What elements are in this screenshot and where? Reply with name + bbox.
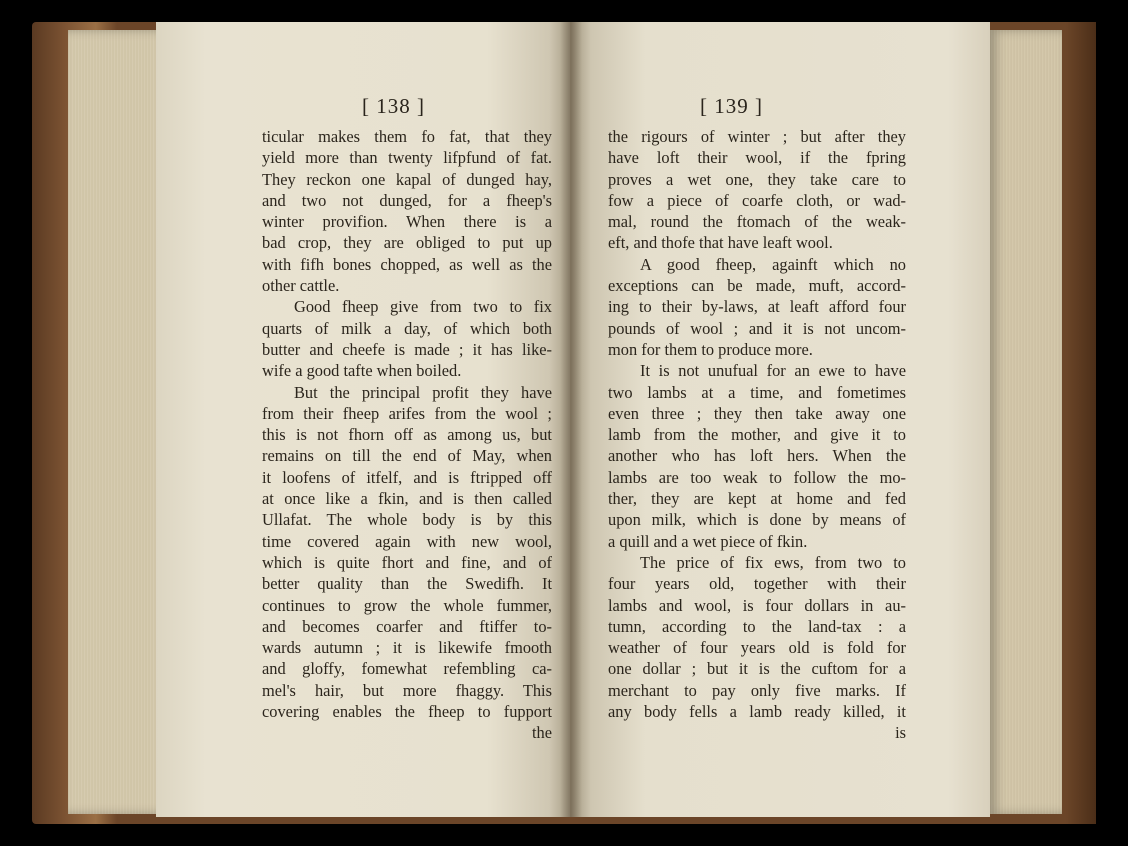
text-line: ticular makes them fo fat, that they xyxy=(262,127,552,146)
left-page xyxy=(156,22,570,817)
text-line: even three ; they then take away one xyxy=(608,403,906,423)
text-line: and two not dunged, for a fheep's xyxy=(262,190,552,210)
page-number-left: [ 138 ] xyxy=(362,94,425,118)
text-line: The price of fix ews, from two to xyxy=(640,552,906,572)
book-gutter xyxy=(560,22,582,817)
text-line: it loofens of itfelf, and is ftripped off xyxy=(262,467,552,487)
text-line: winter provifion. When there is a xyxy=(262,212,552,232)
text-line: better quality than the Swedifh. It xyxy=(262,574,552,594)
text-line: remains on till the end of May, when xyxy=(262,446,552,466)
text-line: bad crop, they are obliged to put up xyxy=(262,233,552,253)
text-line: It is not unufual for an ewe to have xyxy=(640,361,906,381)
text-line: mel's hair, but more fhaggy. This xyxy=(262,680,552,700)
book-cover-edge xyxy=(1066,22,1096,824)
text-line: butter and cheefe is made ; it has like- xyxy=(262,339,552,359)
text-line: covering enables the fheep to fupport xyxy=(262,702,552,722)
text-line: tumn, according to the land-tax : a xyxy=(608,616,906,636)
text-line: ther, they are kept at home and fed xyxy=(608,489,906,509)
left-page-text xyxy=(262,126,552,744)
text-line: any body fells a lamb ready killed, it xyxy=(608,702,906,722)
text-line: But the principal profit they have xyxy=(294,382,552,402)
text-line: and becomes coarfer and ftiffer to- xyxy=(262,616,552,636)
text-line: another who has loft hers. When the xyxy=(608,446,906,466)
book xyxy=(32,22,1096,824)
text-line: this is not fhorn off as among us, but xyxy=(262,425,552,445)
text-line: mon for them to produce more. xyxy=(608,339,813,359)
text-line: one dollar ; but it is the cuftom for a xyxy=(608,659,906,679)
text-line: from their fheep arifes from the wool ; xyxy=(262,403,552,423)
text-line: the rigours of winter ; but after they xyxy=(608,127,906,146)
text-line: They reckon one kapal of dunged hay, xyxy=(262,169,552,189)
text-line: have loft their wool, if the fpring xyxy=(608,148,906,168)
text-line: lambs and wool, is four dollars in au- xyxy=(608,595,906,615)
catchword: is xyxy=(895,723,906,743)
text-line: lambs are too weak to follow the mo- xyxy=(608,467,906,487)
text-line: A good fheep, againft which no xyxy=(640,254,906,274)
text-line: pounds of wool ; and it is not uncom- xyxy=(608,318,906,338)
text-line: other cattle. xyxy=(262,276,340,296)
text-line: a quill and a wet piece of fkin. xyxy=(608,531,808,551)
text-line: yield more than twenty lifpfund of fat. xyxy=(262,148,552,168)
text-line: at once like a fkin, and is then called xyxy=(262,489,552,509)
text-line: fow a piece of coarfe cloth, or wad- xyxy=(608,190,906,210)
text-line: wife a good tafte when boiled. xyxy=(262,361,462,381)
text-line: continues to grow the whole fummer, xyxy=(262,595,552,615)
text-line: wards autumn ; it is likewife fmooth xyxy=(262,638,552,658)
text-line: Ullafat. The whole body is by this xyxy=(262,510,552,530)
page-number-right: [ 139 ] xyxy=(700,94,763,118)
text-line: upon milk, which is done by means of xyxy=(608,510,906,530)
text-line: merchant to pay only five marks. If xyxy=(608,680,906,700)
text-line: two lambs at a time, and fometimes xyxy=(608,382,906,402)
text-line: exceptions can be made, muft, accord- xyxy=(608,276,906,296)
text-line: Good fheep give from two to fix xyxy=(294,297,552,317)
text-line: proves a wet one, they take care to xyxy=(608,169,906,189)
text-line: weather of four years old is fold for xyxy=(608,638,906,658)
page-edges-right xyxy=(990,30,1062,814)
right-page xyxy=(570,22,990,817)
text-line: with fifh bones chopped, as well as the xyxy=(262,254,552,274)
text-line: eft, and thofe that have leaft wool. xyxy=(608,233,833,253)
text-line: lamb from the mother, and give it to xyxy=(608,425,906,445)
text-line: quarts of milk a day, of which both xyxy=(262,318,552,338)
text-line: four years old, together with their xyxy=(608,574,906,594)
text-line: ing to their by-laws, at leaft afford four xyxy=(608,297,906,317)
text-line: which is quite fhort and fine, and of xyxy=(262,552,552,572)
text-line: time covered again with new wool, xyxy=(262,531,552,551)
text-line: mal, round the ftomach of the weak- xyxy=(608,212,906,232)
right-page-text xyxy=(608,126,906,744)
catchword: the xyxy=(531,723,552,743)
text-line: and gloffy, fomewhat refembling ca- xyxy=(262,659,552,679)
